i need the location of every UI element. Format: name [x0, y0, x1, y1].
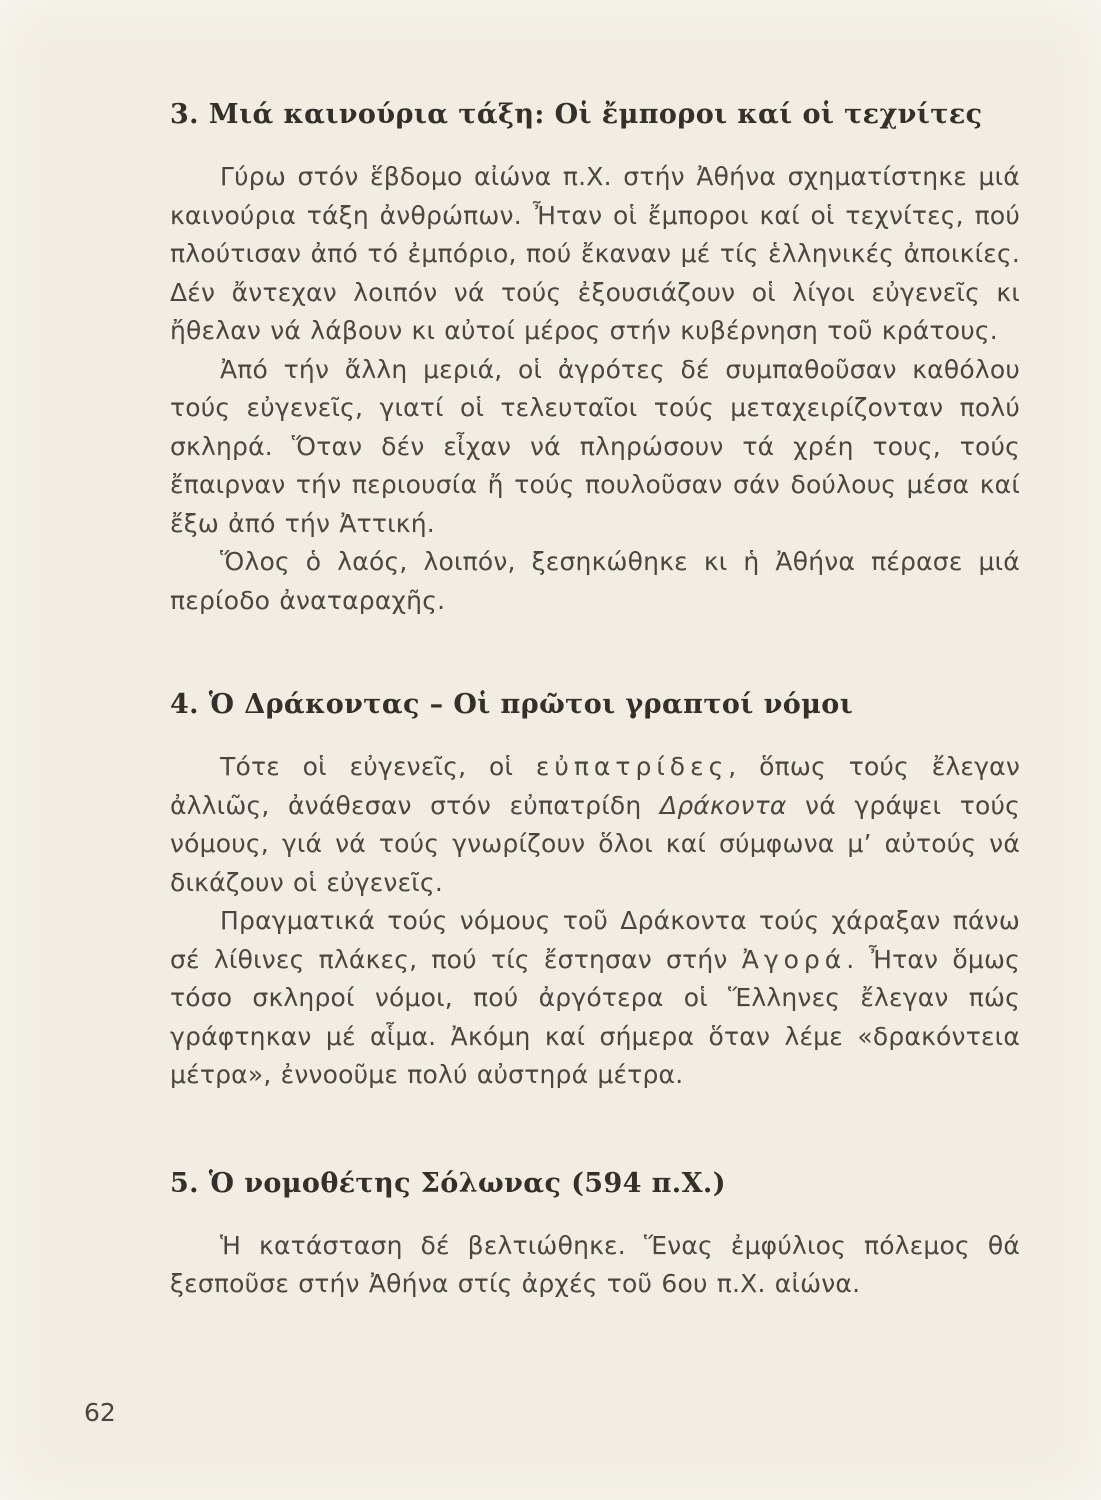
emphasized-term: εὐπατρίδες: [535, 752, 729, 781]
text-segment: Τότε οἱ εὐγενεῖς, οἱ: [220, 752, 536, 781]
paragraph: Ἡ κατάσταση δέ βελτιώθηκε. Ἕνας ἐμφύλιος πόλεμος θά ξεσποῦσε στήν Ἀθήνα στίς ἀρχές τοῦ 6ου π.Χ. αἰώνα.: [170, 1230, 1020, 1298]
emphasized-term: Ἀγορά: [741, 944, 847, 974]
paragraph: [170, 902, 1020, 1095]
text-segment: , ὅπως τούς ἔλεγαν ἀλλιῶς, ἀνάθεσαν στόν εὐπατρίδη: [170, 752, 1020, 820]
page-content: [170, 98, 1020, 1304]
section-solon: [170, 1167, 1020, 1304]
page-number: 62: [84, 1398, 116, 1427]
emphasized-name: Δράκοντα: [659, 790, 787, 820]
paragraph: Ὅλος ὁ λαός, λοιπόν, ξεσηκώθηκε κι ἡ Ἀθήνα πέρασε μιά περίοδο ἀναταραχῆς.: [170, 547, 1020, 615]
section-drakon-laws: [170, 688, 1020, 1095]
text-segment: Πραγματικά τούς νόμους τοῦ Δράκοντα τούς χάραξαν πάνω σέ λίθινες πλάκες, πού τίς ἔστησαν στήν: [170, 906, 1020, 974]
text-segment: . Ἦταν ὅμως τόσο σκληροί νόμοι, πού ἀργότερα οἱ Ἕλληνες ἔλεγαν πώς γράφτηκαν μέ αἷμα. Ἀκόμη καί σήμερα ὅταν λέμε «δρακόντεια μέτρα», ἐννοοῦμε πολύ αὐστηρά μέτρα.: [170, 944, 1020, 1089]
paragraph: [170, 748, 1020, 902]
paragraph: Ἀπό τήν ἄλλη μεριά, οἱ ἀγρότες δέ συμπαθοῦσαν καθόλου τούς εὐγενεῖς, γιατί οἱ τελευταῖοι τούς μεταχειρίζονταν πολύ σκληρά. Ὅταν δέν εἶχαν νά πληρώσουν τά χρέη τους, τούς ἔπαιρναν τήν περιουσία ἤ τούς πουλοῦσαν σάν δούλους μέσα καί ἔξω ἀπό τήν Ἀττική.: [170, 354, 1020, 538]
section-heading: 5. Ὁ νομοθέτης Σόλωνας (594 π.Χ.): [170, 1167, 726, 1199]
paragraph: Γύρω στόν ἕβδομο αἰώνα π.Χ. στήν Ἀθήνα σχηματίστηκε μιά καινούρια τάξη ἀνθρώπων. Ἦταν οἱ ἔμποροι καί οἱ τεχνίτες, πού πλούτισαν ἀπό τό ἐμπόριο, πού ἔκαναν μέ τίς ἑλληνικές ἀποικίες. Δέν ἄντεχαν λοιπόν νά τούς ἐξουσιάζουν οἱ λίγοι εὐγενεῖς κι ἤθελαν νά λάβουν κι αὐτοί μέρος στήν κυβέρνηση τοῦ κράτους.: [170, 162, 1020, 345]
section-heading: 4. Ὁ Δράκοντας – Οἱ πρῶτοι γραπτοί νόμοι: [170, 689, 854, 720]
section-heading: 3. Μιά καινούρια τάξη: Οἱ ἔμποροι καί οἱ τεχνίτες: [170, 99, 983, 130]
text-segment: νά γράψει τούς νόμους, γιά νά τούς γνωρίζουν ὅλοι καί σύμφωνα μ’ αὐτούς νά δικάζουν οἱ εὐγενεῖς.: [170, 790, 1020, 897]
section-merchants-craftsmen: [170, 98, 1020, 620]
